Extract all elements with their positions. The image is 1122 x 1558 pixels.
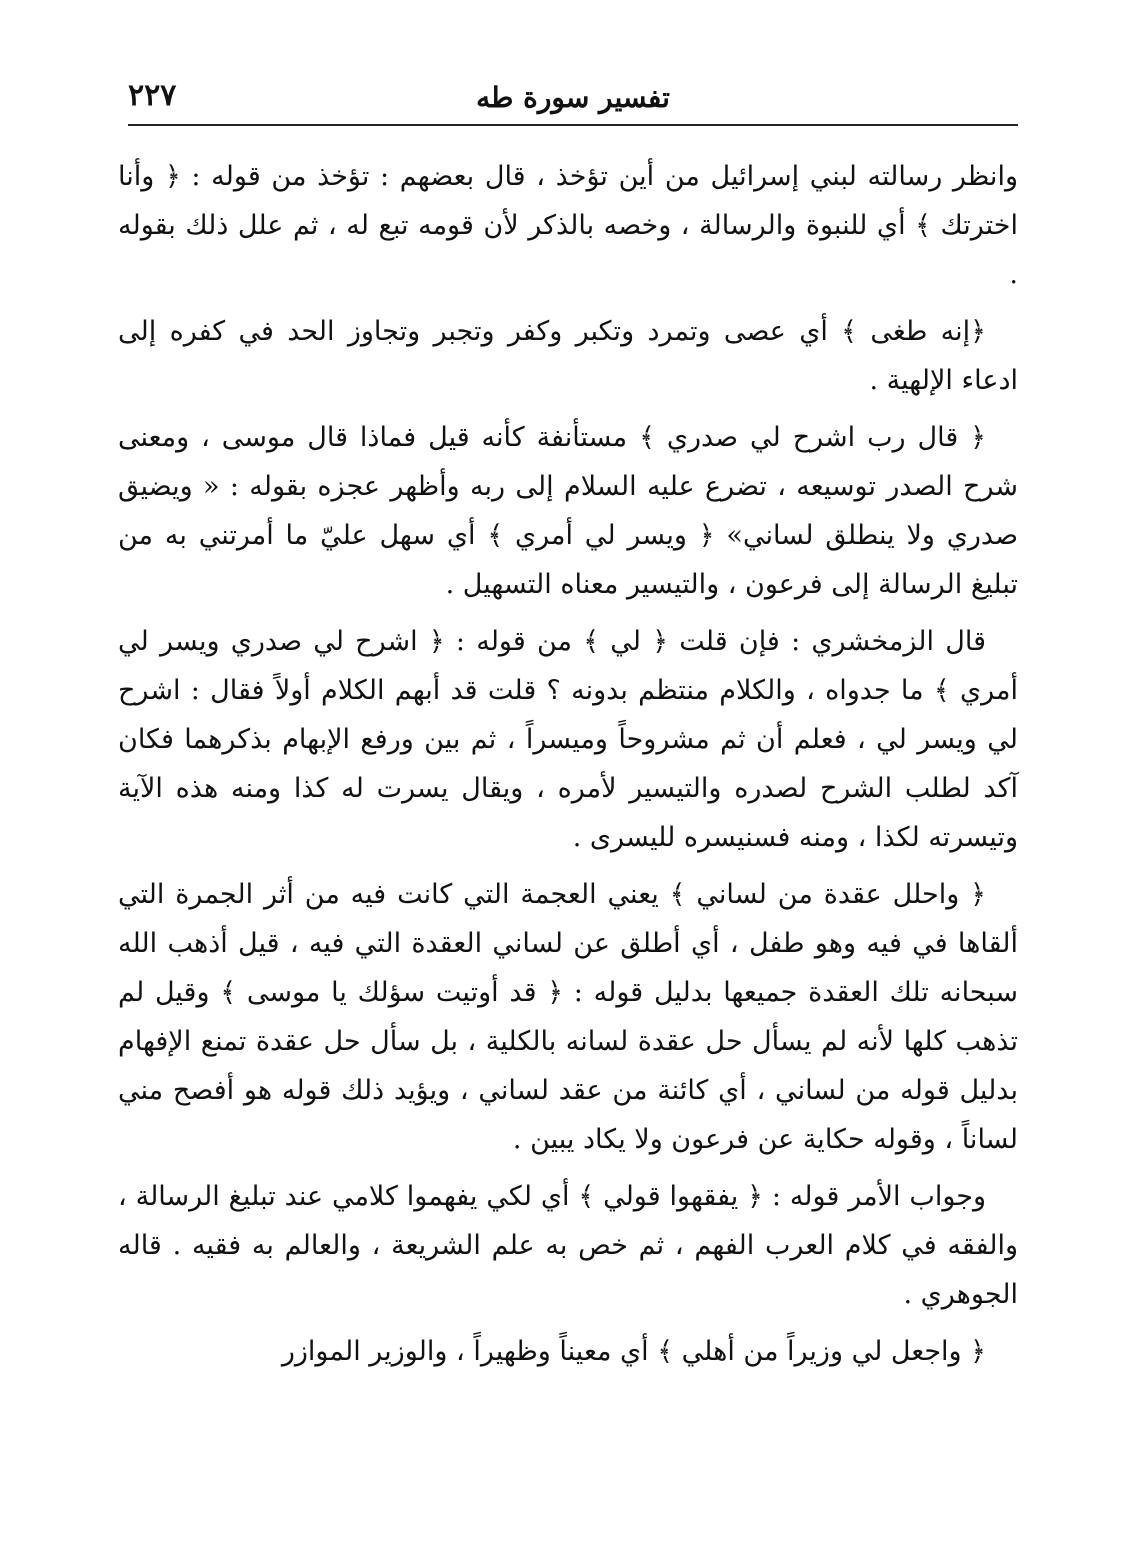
paragraph: ﴿إنه طغى ﴾ أي عصى وتمرد وتكبر وكفر وتجبر وتجاوز الحد في كفره إلى ادعاء الإلهية . [118, 316, 1018, 396]
paragraph: وجواب الأمر قوله : ﴿ يفقهوا قولي ﴾ أي لكي يفهموا كلامي عند تبليغ الرسالة ، والفقه في كلام العرب الفهم ، ثم خص به علم الشريعة ، والعالم به فقيه . قاله الجوهري . [118, 1181, 1018, 1310]
paragraph: ﴿ واجعل لي وزيراً من أهلي ﴾ أي معيناً وظهيراً ، والوزير الموازر [281, 1336, 986, 1367]
page-number: ٢٢٧ [128, 78, 177, 113]
paragraph: ﴿ قال رب اشرح لي صدري ﴾ مستأنفة كأنه قيل فماذا قال موسى ، ومعنى شرح الصدر توسيعه ، تضرع عليه السلام إلى ربه وأظهر عجزه بقوله : « ويضيق صدري ولا ينطلق لساني» ﴿ ويسر لي أمري ﴾ أي سهل عليّ ما أمرتني به من تبليغ الرسالة إلى فرعون ، والتيسير معناه التسهيل . [118, 422, 1018, 600]
page-header [128, 70, 1018, 126]
paragraph: قال الزمخشري : فإن قلت ﴿ لي ﴾ من قوله : ﴿ اشرح لي صدري ويسر لي أمري ﴾ ما جدواه ، والكلام منتظم بدونه ؟ قلت قد أبهم الكلام أولاً فقال : اشرح لي ويسر لي ، فعلم أن ثم مشروحاً وميسراً ، ثم بين ورفع الإبهام بذكرهما فكان آكد لطلب الشرح لصدره والتيسير لأمره ، ويقال يسرت له كذا ومنه هذه الآية وتيسرته لكذا ، ومنه فسنيسره لليسرى . [118, 626, 1018, 853]
running-title: تفسير سورة طه [476, 81, 670, 114]
header-divider [128, 124, 1018, 126]
paragraph: وانظر رسالته لبني إسرائيل من أين تؤخذ ، قال بعضهم : تؤخذ من قوله : ﴿ وأنا اخترتك ﴾ أي للنبوة والرسالة ، وخصه بالذكر لأن قومه تبع له ، ثم علل ذلك بقوله . [118, 161, 1018, 290]
paragraph: ﴿ واحلل عقدة من لساني ﴾ يعني العجمة التي كانت فيه من أثر الجمرة التي ألقاها في فيه وهو طفل ، أي أطلق عن لساني العقدة التي فيه ، قيل أذهب الله سبحانه تلك العقدة جميعها بدليل قوله : ﴿ قد أوتيت سؤلك يا موسى ﴾ وقيل لم تذهب كلها لأنه لم يسأل حل عقدة لسانه بالكلية ، بل سأل حل عقدة تمنع الإفهام بدليل قوله من لساني ، أي كائنة من عقد لساني ، ويؤيد ذلك قوله هو أفصح مني لساناً ، وقوله حكاية عن فرعون ولا يكاد يبين . [118, 879, 1018, 1155]
body-text [118, 152, 1018, 1384]
